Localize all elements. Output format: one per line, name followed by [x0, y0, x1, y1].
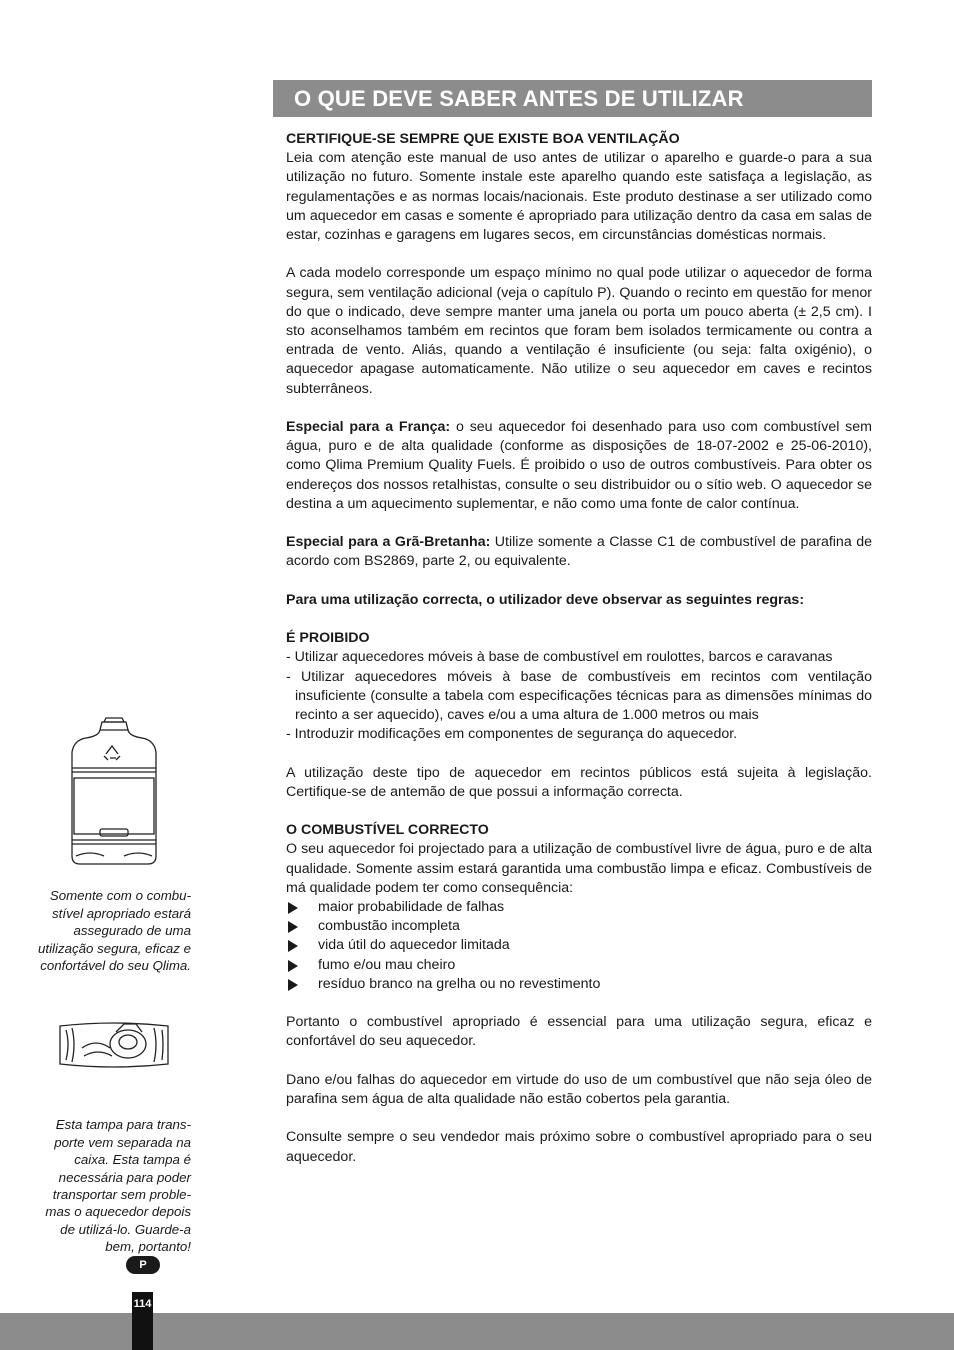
britain-lead: Especial para a Grã-Bretanha: [286, 534, 491, 551]
france-lead: Especial para a França: [286, 419, 451, 436]
section-header [273, 80, 872, 117]
prohibited-section [286, 629, 872, 744]
fuel-paragraph-2: Portanto o combustível apropriado é essencial para uma utilização segura, eficaz e confortável do seu aquecedor. [286, 1014, 872, 1050]
bullet-arrow-icon [288, 902, 298, 914]
main-content [286, 130, 872, 1186]
list-item: resíduo branco na grelha ou no revestimento [286, 975, 872, 994]
bullet-arrow-icon [288, 921, 298, 933]
bullet-arrow-icon [288, 940, 298, 952]
bullet-arrow-icon [288, 960, 298, 972]
ventilation-section [286, 130, 872, 245]
rules-paragraph: Para uma utilização correcta, o utilizador deve observar as seguintes regras: [286, 591, 805, 608]
list-item: - Introduzir modificações em componentes de segurança do aquecedor. [286, 726, 738, 743]
fuel-section [286, 821, 872, 994]
list-item: fumo e/ou mau cheiro [286, 956, 872, 975]
france-text: o seu aquecedor foi desenhado para uso com combustível sem água, puro e de alta qualidade (conforme as disposições de 18-07-2002 e 25-06-2010), como Qlima Premium Quality Fuels. É proibido o uso de outros combustíveis. Para obter os endereços dos nossos retalhistas, consulte o seu distribuidor ou o sítio web. O aquecedor se destina a um aquecimento suplementar, e não como uma fonte de calor contínua. [286, 419, 872, 512]
transport-cap-illustration [54, 1018, 174, 1070]
fuel-intro: O seu aquecedor foi projectado para a utilização de combustível livre de água, puro e de alta qualidade. Somente assim estará garantida uma combustão limpa e eficaz. Combustíveis de má qualidade podem ter como consequência: [286, 841, 872, 896]
list-item: - Utilizar aquecedores móveis à base de combustível em roulottes, barcos e caravanas [286, 649, 833, 666]
bullet-arrow-icon [288, 979, 298, 991]
fuel-consequences-list [286, 898, 872, 994]
transport-cap-caption: Esta tampa para trans-porte vem separada na caixa. Esta tampa é necessária para poder transportar sem proble-mas o aquecedor depois de utilizá-lo. Guarde-a bem, portanto! [45, 1117, 191, 1255]
fuel-can-caption: Somente com o combu-stível apropriado estará assegurado de uma utilização segura, eficaz e confortável do seu Qlima. [38, 888, 191, 973]
france-paragraph [286, 418, 872, 514]
ventilation-heading: CERTIFIQUE-SE SEMPRE QUE EXISTE BOA VENTILAÇÃO [286, 131, 680, 147]
prohibited-list [286, 648, 872, 744]
ventilation-paragraph-2: A cada modelo corresponde um espaço mínimo no qual pode utilizar o aquecedor de forma segura, sem ventilação adicional (veja o capítulo P). Quando o recinto em questão for menor do que o indicado, deve sempre manter uma janela ou porta um pouco aberta (± 2,5 cm). I sto aconselhamos também em recintos que foram bem isolados termicamente ou contra a entrada de vento. Aliás, quando a ventilação é insuficiente (ou seja: falta oxigénio), o aquecedor apagase automaticamente. Não utilize o seu aquecedor em caves e recintos subterrâneos. [286, 265, 872, 397]
page-number: 114 [132, 1292, 153, 1350]
prohibited-heading: É PROIBIDO [286, 630, 370, 647]
list-item: - Utilizar aquecedores móveis à base de combustíveis em recintos com ventilação insuficiente (consulte a tabela com especificações técnicas para as dimensões mínimas do recinto a ser aquecido), caves e/ou a uma altura de 1.000 metros ou mais [286, 668, 872, 724]
list-item: maior probabilidade de falhas [286, 898, 872, 917]
fuel-paragraph-3: Dano e/ou falhas do aquecedor em virtude do uso de um combustível que não seja óleo de parafina sem água de alta qualidade não estão cobertos pela garantia. [286, 1071, 872, 1108]
fuel-heading: O COMBUSTÍVEL CORRECTO [286, 822, 489, 839]
public-paragraph: A utilização deste tipo de aquecedor em recintos públicos está sujeita à legislação. Certifique-se de antemão de que possui a informação correcta. [286, 764, 872, 800]
fuel-can-illustration [66, 716, 162, 868]
list-item: vida útil do aquecedor limitada [286, 936, 872, 955]
ventilation-paragraph-1: Leia com atenção este manual de uso antes de utilizar o aparelho e guarde-o para a sua utilização no futuro. Somente instale este aparelho quando este satisfaça a legislação, as regulamentações e as normas locais/nacionais. Este produto destinase a ser utilizado como um aquecedor em casas e somente é apropriado para utilização dentro da casa em salas de estar, cozinhas e garagens em lugares secos, em circunstâncias domésticas normais. [286, 150, 872, 244]
britain-text: Utilize somente a Classe C1 de combustível de parafina de acordo com BS2869, parte 2, ou equivalente. [286, 534, 872, 570]
britain-paragraph [286, 533, 872, 571]
page-title: O QUE DEVE SABER ANTES DE UTILIZAR [294, 86, 744, 111]
fuel-paragraph-4: Consulte sempre o seu vendedor mais próximo sobre o combustível apropriado para o seu aquecedor. [286, 1129, 872, 1165]
list-item: combustão incompleta [286, 917, 872, 936]
language-badge: P [126, 1256, 160, 1274]
